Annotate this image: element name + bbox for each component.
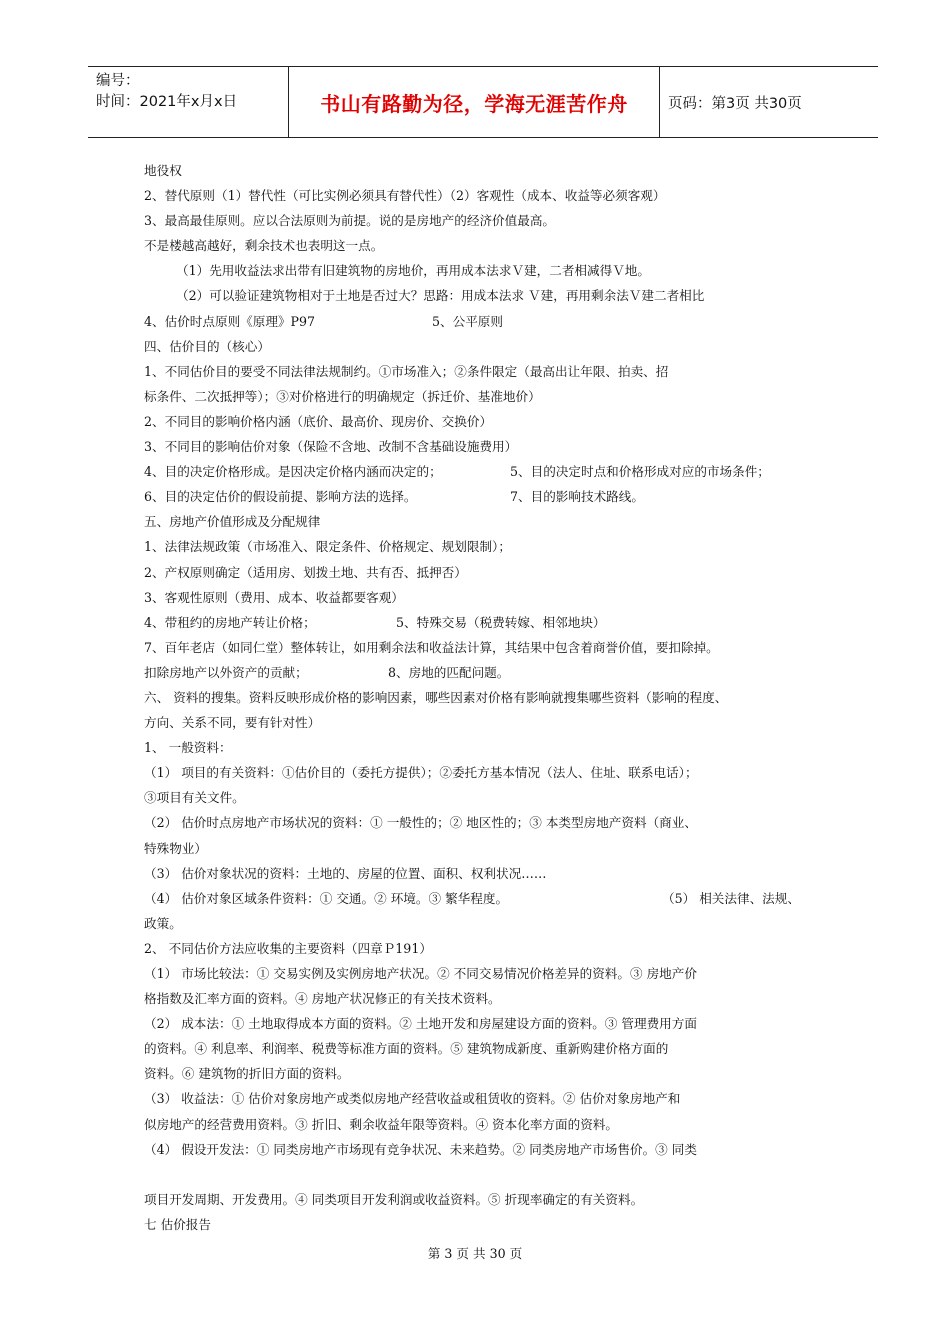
section-heading: 六、 资料的搜集。资料反映形成价格的影响因素，哪些因素对价格有影响就搜集哪些资料（影响的程度、 [144,689,728,705]
body-line: 1、法律法规政策（市场准入、限定条件、价格规定、规划限制）； [144,539,511,555]
header-meta [88,67,288,137]
document-body [144,158,824,1237]
header-page-number: 页码：第3页 共30页 [668,95,802,112]
body-line: 1、 一般资料： [144,740,232,756]
body-line: 2、不同目的影响价格内涵（底价、最高价、现房价、交换价） [144,413,493,429]
body-line: 特殊物业） [144,840,207,856]
line-segment: 7、目的影响技术路线。 [510,489,644,505]
line-segment: （5） 相关法律、法规、 [662,890,800,906]
body-line: 2、产权原则确定（适用房、划拨土地、共有否、抵押否） [144,564,467,580]
body-line [144,610,824,635]
body-line: （4） 假设开发法：① 同类房地产市场现有竞争状况、未来趋势。② 同类房地产市场售价。③ 同类 [144,1141,697,1157]
body-line: 1、不同估价目的要受不同法律法规制约。①市场准入；②条件限定（最高出让年限、拍卖、招 [144,363,669,379]
page-header [88,66,878,138]
body-line: （1）先用收益法求出带有旧建筑物的房地价，再用成本法求Ｖ建，二者相减得Ｖ地。 [176,263,650,279]
line-segment: 4、带租约的房地产转让价格； [144,614,316,630]
body-line [144,484,824,509]
document-time: 时间：2021年x月x日 [96,94,238,110]
body-line: 7、百年老店（如同仁堂）整体转让，如用剩余法和收益法计算，其结果中包含着商誉价值，要扣除掉。 [144,639,719,655]
document-number: 编号： [96,73,140,89]
body-line: 2、 不同估价方法应收集的主要资料（四章Ｐ191） [144,940,432,956]
paragraph-gap [144,1162,824,1187]
line-segment: 5、特殊交易（税费转嫁、相邻地块） [396,614,606,630]
body-line: （3） 收益法：① 估价对象房地产或类似房地产经营收益或租赁收的资料。② 估价对象房地产和 [144,1091,681,1107]
line-segment: 4、估价时点原则《原理》P97 [144,313,316,329]
page-footer: 第 3 页 共 30 页 [427,1246,523,1261]
header-motto: 书山有路勤为径，学海无涯苦作舟 [288,67,660,137]
body-line [144,660,824,685]
body-line: 地役权 [144,163,182,178]
line-segment: （4） 估价对象区域条件资料：① 交通。② 环境。③ 繁华程度。 [144,890,509,906]
body-line: （1） 市场比较法：① 交易实例及实例房地产状况。② 不同交易情况价格差异的资料。③ 房地产价 [144,966,697,981]
body-line: 方向、关系不同，要有针对性） [144,715,321,731]
line-segment: 8、房地的匹配问题。 [388,664,510,680]
body-line [144,459,824,484]
body-line: 3、客观性原则（费用、成本、收益都要客观） [144,589,404,605]
line-segment: 6、目的决定估价的假设前提、影响方法的选择。 [144,489,417,505]
body-line: （2） 成本法：① 土地取得成本方面的资料。② 土地开发和房屋建设方面的资料。③ 管理费用方面 [144,1016,697,1032]
body-line [144,309,824,334]
section-heading: 七 估价报告 [144,1216,211,1232]
section-heading: 五、房地产价值形成及分配规律 [144,514,321,530]
body-line: 3、最高最佳原则。应以合法原则为前提。说的是房地产的经济价值最高。 [144,213,556,229]
body-line: 不是楼越高越好，剩余技术也表明这一点。 [144,238,384,254]
body-line: ③项目有关文件。 [144,790,245,806]
line-segment: 4、目的决定价格形成。是因决定价格内涵而决定的； [144,464,442,480]
body-line: （2） 估价时点房地产市场状况的资料：① 一般性的；② 地区性的；③ 本类型房地产资料（商业、 [144,815,697,831]
body-line: 似房地产的经营费用资料。③ 折旧、剩余收益年限等资料。④ 资本化率方面的资料。 [144,1116,618,1132]
body-line [144,886,824,911]
body-line: 3、不同目的影响估价对象（保险不含地、改制不含基础设施费用） [144,439,518,455]
body-line: 2、替代原则（1）替代性（可比实例必须具有替代性）（2）客观性（成本、收益等必须客观） [144,188,666,204]
body-line: 标条件、二次抵押等）；③对价格进行的明确规定（拆迁价、基准地价） [144,388,541,404]
body-line: 政策。 [144,915,182,931]
body-line: 资料。⑥ 建筑物的折旧方面的资料。 [144,1066,350,1082]
body-line: 的资料。④ 利息率、利润率、税费等标准方面的资料。⑤ 建筑物成新度、重新购建价格方面的 [144,1041,669,1057]
line-segment: 扣除房地产以外资产的贡献； [144,664,308,680]
body-line: （3） 估价对象状况的资料：土地的、房屋的位置、面积、权利状况…… [144,865,547,881]
line-segment: 5、目的决定时点和价格形成对应的市场条件； [510,464,770,480]
body-line: 格指数及汇率方面的资料。④ 房地产状况修正的有关技术资料。 [144,991,501,1007]
line-segment: 5、公平原则 [432,313,503,329]
section-heading: 四、估价目的（核心） [144,338,270,354]
body-line: （2）可以验证建筑物相对于土地是否过大？思路：用成本法求 Ｖ建，再用剩余法Ｖ建二者相比 [176,288,705,304]
body-line: （1） 项目的有关资料：①估价目的（委托方提供）；②委托方基本情况（法人、住址、联系电话）； [144,765,698,781]
body-line: 项目开发周期、开发费用。④ 同类项目开发利润或收益资料。⑤ 折现率确定的有关资料。 [144,1191,644,1207]
